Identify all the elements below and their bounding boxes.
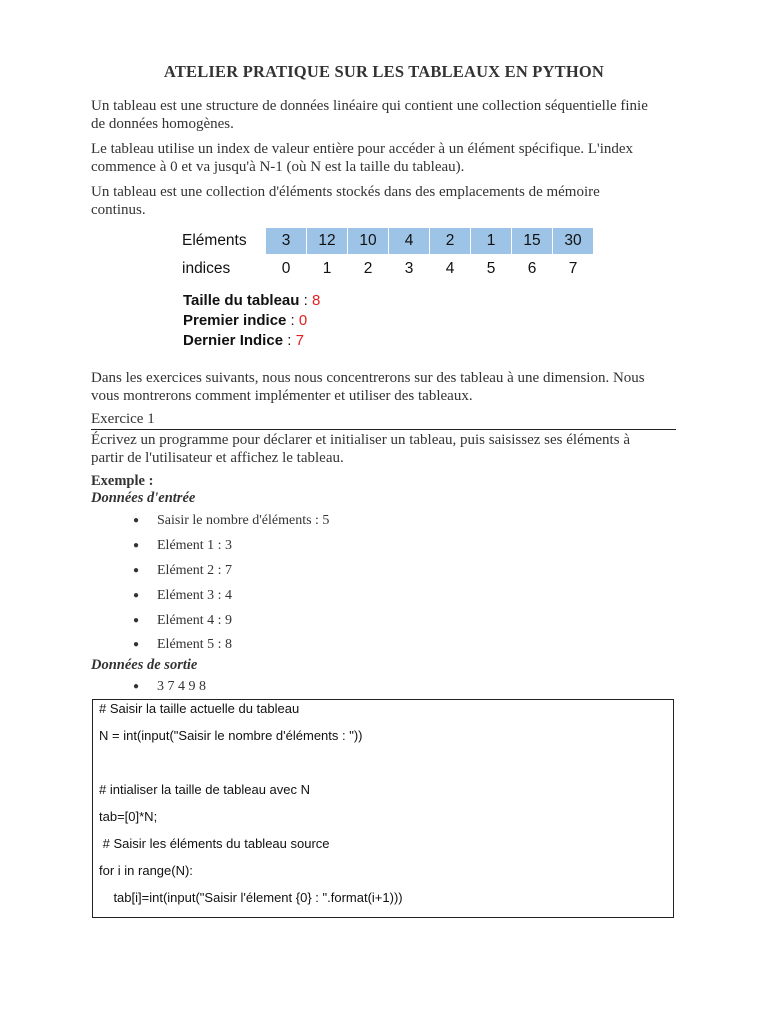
output-list-item-text: 3 7 4 9 8 (157, 679, 206, 694)
input-list-item-text: Elément 2 : 7 (157, 563, 233, 578)
code-line: N = int(input("Saisir le nombre d'éléments : ")) (99, 728, 363, 743)
intro-paragraph-1 (91, 98, 691, 133)
input-list-item-text: Elément 1 : 3 (157, 538, 233, 553)
element-cell: 1 (471, 228, 511, 254)
paragraph-after-line-2: vous montrerons comment implémenter et utiliser des tableaux. (91, 387, 473, 404)
code-line: # Saisir les éléments du tableau source (99, 836, 330, 851)
intro-paragraph-3-line-2: continus. (91, 201, 146, 218)
input-data-label: Données d'entrée (91, 490, 196, 506)
input-list-item-text: Elément 3 : 4 (157, 588, 233, 603)
intro-paragraph-2-line-1: Le tableau utilise un index de valeur entière pour accéder à un élément spécifique. L'index (91, 141, 634, 157)
bullet-icon: ● (133, 515, 140, 526)
index-cell: 0 (281, 260, 291, 277)
index-cell: 4 (445, 260, 455, 277)
array-size-value: 8 (311, 292, 321, 309)
element-cell: 10 (348, 228, 388, 254)
array-size-sep: : (299, 292, 312, 309)
element-cell: 3 (266, 228, 306, 254)
code-line: # Saisir la taille actuelle du tableau (99, 701, 300, 716)
index-cell: 6 (527, 260, 537, 277)
intro-paragraph-3 (91, 184, 691, 219)
index-cell: 3 (404, 260, 414, 277)
bullet-icon: ● (133, 540, 140, 551)
first-index-sep: : (286, 312, 299, 329)
output-data-label: Données de sortie (91, 657, 198, 673)
array-size-label: Taille du tableau (183, 292, 300, 309)
exercise-statement-line-1: Écrivez un programme pour déclarer et initialiser un tableau, puis saisissez ses éléments à (91, 432, 630, 448)
exercise-statement (91, 432, 691, 467)
example-label: Exemple : (91, 473, 154, 489)
last-index-value: 7 (295, 332, 304, 349)
first-index-stat (183, 311, 307, 331)
element-cell: 2 (430, 228, 470, 254)
code-line: # intialiser la taille de tableau avec N (99, 782, 311, 797)
paragraph-after-figure (91, 370, 691, 405)
indices-label: indices (182, 260, 231, 277)
code-block (92, 699, 674, 918)
intro-paragraph-1-line-2: de données homogènes. (91, 115, 234, 132)
elements-label: Eléments (182, 232, 247, 249)
input-list-item-text: Elément 5 : 8 (157, 637, 233, 652)
exercise-divider (91, 429, 676, 430)
bullet-icon: ● (133, 590, 140, 601)
code-line: for i in range(N): (99, 863, 193, 878)
bullet-icon: ● (133, 615, 140, 626)
index-cell: 7 (568, 260, 578, 277)
code-line: tab[i]=int(input("Saisir l'élement {0} : ".format(i+1))) (99, 890, 403, 905)
exercise-statement-line-2: partir de l'utilisateur et affichez le tableau. (91, 449, 344, 466)
first-index-value: 0 (298, 312, 308, 329)
intro-paragraph-1-line-1: Un tableau est une structure de données linéaire qui contient une collection séquentielle finie (91, 98, 648, 114)
paragraph-after-line-1: Dans les exercices suivants, nous nous concentrerons sur des tableau à une dimension. Nous (91, 370, 645, 386)
intro-paragraph-2 (91, 141, 691, 176)
array-size-stat (183, 291, 320, 311)
code-line: tab=[0]*N; (99, 809, 158, 824)
element-cell: 15 (512, 228, 552, 254)
last-index-stat (183, 331, 304, 351)
element-cell: 12 (307, 228, 347, 254)
index-cell: 2 (363, 260, 373, 277)
element-cell: 4 (389, 228, 429, 254)
bullet-icon: ● (133, 639, 140, 650)
index-cell: 5 (486, 260, 496, 277)
input-list-item-text: Saisir le nombre d'éléments : 5 (157, 513, 330, 528)
input-list-item-text: Elément 4 : 9 (157, 613, 233, 628)
page-title: ATELIER PRATIQUE SUR LES TABLEAUX EN PYTHON (163, 62, 605, 81)
exercise-title: Exercice 1 (91, 411, 155, 427)
last-index-label: Dernier Indice (183, 332, 284, 349)
element-cell: 30 (553, 228, 593, 254)
intro-paragraph-3-line-1: Un tableau est une collection d'éléments stockés dans des emplacements de mémoire (91, 184, 600, 200)
intro-paragraph-2-line-2: commence à 0 et va jusqu'à N-1 (où N est la taille du tableau). (91, 158, 465, 175)
first-index-label: Premier indice (183, 312, 287, 329)
bullet-icon: ● (133, 681, 140, 692)
bullet-icon: ● (133, 565, 140, 576)
last-index-sep: : (283, 332, 296, 349)
index-cell: 1 (322, 260, 332, 277)
